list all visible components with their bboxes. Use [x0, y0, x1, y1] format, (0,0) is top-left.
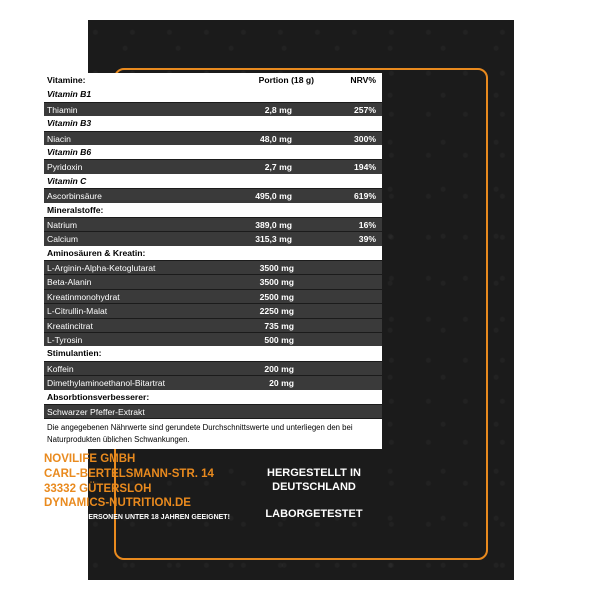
table-row [44, 159, 382, 173]
row-name: Aminosäuren & Kreatin: [47, 247, 146, 258]
row-name: L-Arginin-Alpha-Ketoglutarat [47, 263, 156, 274]
company-name: NOVILIFE GMBH [44, 453, 136, 465]
row-name: Pyridoxin [47, 162, 83, 173]
company-address [44, 452, 244, 511]
row-nrv: 39% [358, 234, 376, 245]
footnote: Die angegebenen Nährwerte sind gerundete Durchschnittswerte und unterliegen den bei Naturprodukten üblichen Schwankungen. [44, 418, 382, 449]
row-name: Vitamin B6 [47, 146, 92, 157]
row-amount: 500 mg [264, 335, 294, 346]
row-amount: 200 mg [264, 363, 294, 374]
table-row [44, 332, 382, 346]
row-amount: 735 mg [264, 320, 294, 331]
header-nrv: NRV% [350, 75, 376, 85]
row-amount: 48,0 mg [259, 133, 292, 144]
table-header [44, 73, 382, 87]
row-name: Thiamin [47, 104, 78, 115]
row-name: Koffein [47, 363, 74, 374]
row-name: Calcium [47, 234, 79, 245]
row-nrv: 16% [358, 219, 376, 230]
section-heading [44, 246, 382, 260]
row-nrv: 619% [354, 191, 376, 202]
table-row [44, 131, 382, 145]
row-amount: 20 mg [269, 378, 294, 389]
age-warning: NICHT FÜR PERSONEN UNTER 18 JAHREN GEEIGNET! [44, 514, 230, 521]
table-row [44, 274, 382, 288]
table-row [44, 361, 382, 375]
row-name: Ascorbinsäure [47, 191, 102, 202]
company-city: 33332 GÜTERSLOH [44, 482, 152, 495]
header-portion: Portion (18 g) [258, 75, 314, 85]
row-name: Kreatincitrat [47, 320, 93, 331]
table-row [44, 404, 382, 418]
row-nrv: 300% [354, 133, 376, 144]
row-name: Natrium [47, 219, 78, 230]
made-in-line1: HERGESTELLT IN [267, 467, 361, 479]
section-heading [44, 390, 382, 404]
row-amount: 495,0 mg [255, 191, 292, 202]
vitamin-subheading [44, 87, 382, 101]
vitamin-subheading [44, 174, 382, 188]
row-name: Beta-Alanin [47, 277, 92, 288]
row-name: L-Tyrosin [47, 335, 83, 346]
table-body [44, 87, 382, 418]
row-name: Absorbtionsverbesserer: [47, 391, 150, 402]
row-name: Schwarzer Pfeffer-Extrakt [47, 406, 145, 417]
row-name: Niacin [47, 133, 71, 144]
row-name: Vitamin C [47, 175, 87, 186]
row-amount: 3500 mg [259, 263, 294, 274]
row-name: Mineralstoffe: [47, 204, 104, 215]
row-amount: 2,7 mg [264, 162, 292, 173]
row-amount: 3500 mg [259, 277, 294, 288]
table-row [44, 102, 382, 116]
table-row [44, 289, 382, 303]
table-row [44, 217, 382, 231]
row-name: Kreatinmonohydrat [47, 291, 120, 302]
made-in-germany [244, 466, 384, 494]
row-name: Vitamin B1 [47, 89, 92, 100]
row-nrv: 194% [354, 162, 376, 173]
table-row [44, 188, 382, 202]
row-amount: 389,0 mg [255, 219, 292, 230]
vitamin-subheading [44, 145, 382, 159]
company-street: CARL-BERTELSMANN-STR. 14 [44, 467, 214, 480]
row-name: Stimulantien: [47, 348, 102, 359]
row-amount: 315,3 mg [255, 234, 292, 245]
row-nrv: 257% [354, 104, 376, 115]
row-name: Vitamin B3 [47, 118, 92, 129]
row-amount: 2500 mg [259, 291, 294, 302]
section-heading [44, 346, 382, 360]
made-in-line2: DEUTSCHLAND [272, 481, 356, 493]
table-row [44, 260, 382, 274]
lab-tested: LABORGETESTET [265, 508, 363, 520]
vitamin-subheading [44, 116, 382, 130]
header-name: Vitamine: [47, 75, 86, 85]
table-row [44, 375, 382, 389]
table-row [44, 318, 382, 332]
company-website: DYNAMICS-NUTRITION.DE [44, 497, 191, 510]
row-amount: 2,8 mg [264, 104, 292, 115]
table-row [44, 231, 382, 245]
nutrition-table [44, 73, 382, 449]
section-heading [44, 203, 382, 217]
table-row [44, 303, 382, 317]
row-name: Dimethylaminoethanol-Bitartrat [47, 378, 165, 389]
row-name: L-Citrullin-Malat [47, 306, 108, 317]
row-amount: 2250 mg [259, 306, 294, 317]
